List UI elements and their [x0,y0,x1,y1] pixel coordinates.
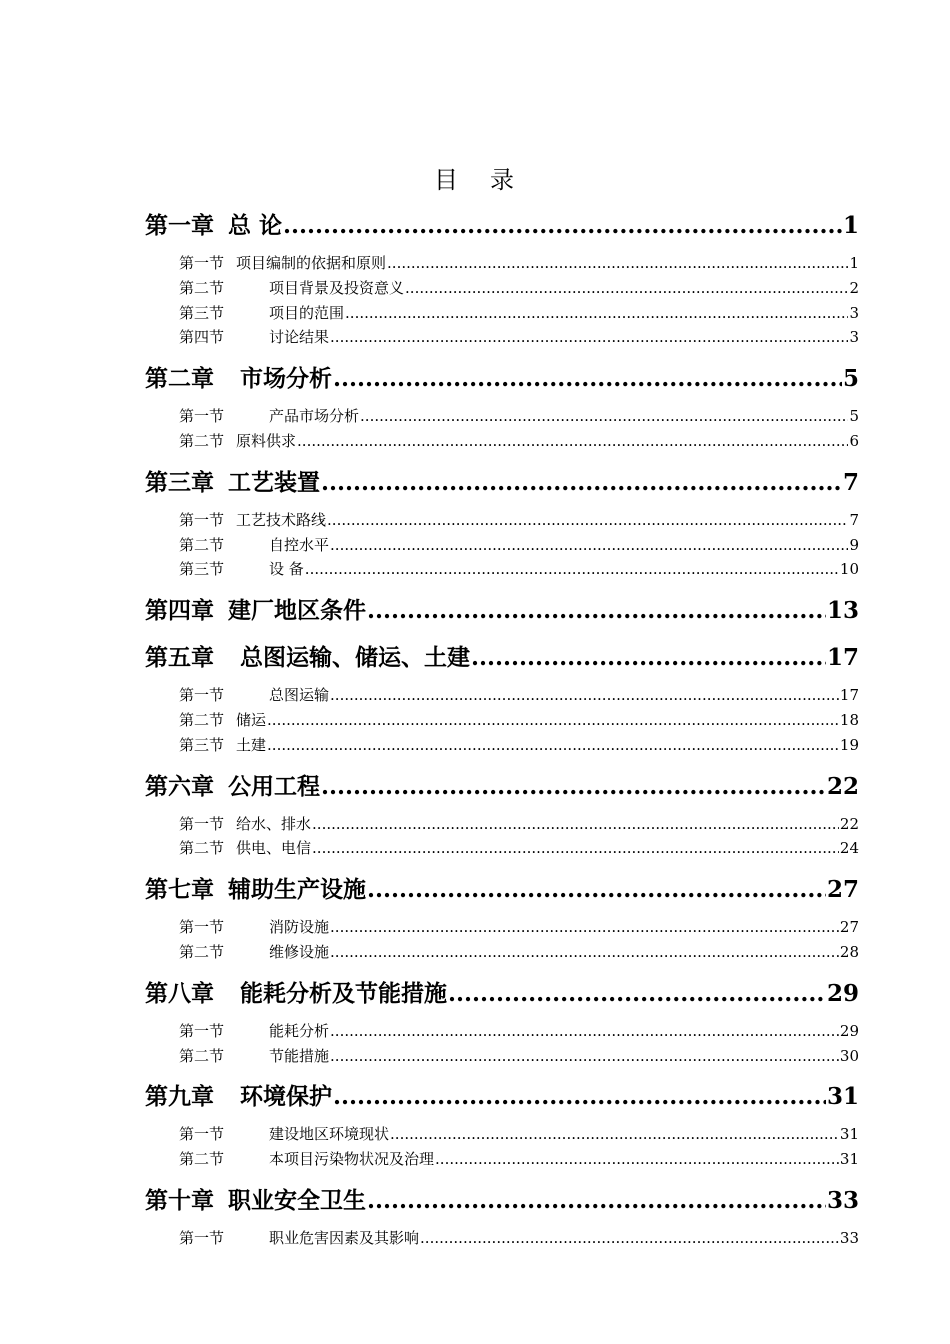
chapter-title: 职业安全卫生 [228,1186,366,1214]
section-page-number: 3 [849,303,859,322]
chapter-number: 第五章 [145,644,214,672]
chapter-entry[interactable] [145,465,859,501]
section-page-number: 31 [839,1150,859,1169]
section-page-number: 24 [839,839,859,858]
chapter-entry[interactable] [145,872,859,908]
section-page-number: 28 [839,942,859,961]
section-page-number: 27 [839,918,859,937]
dot-leader [471,640,826,676]
dot-leader [321,769,826,805]
section-page-number: 30 [839,1046,859,1065]
chapter-number: 第三章 [145,468,214,496]
section-entry[interactable] [145,276,859,301]
section-number: 第一节 [179,1228,225,1247]
section-page-number: 29 [839,1021,859,1040]
section-number: 第二节 [179,535,225,554]
section-entry[interactable] [145,812,859,837]
section-number: 第一节 [179,1125,225,1144]
section-page-number: 6 [849,431,859,450]
dot-leader [435,1147,839,1172]
section-title: 给水、排水 [236,814,312,833]
section-entry[interactable] [145,915,859,940]
section-entry[interactable] [145,508,859,533]
section-page-number: 18 [839,710,859,729]
section-entry[interactable] [145,557,859,582]
section-page-number: 17 [839,686,859,705]
section-entry[interactable] [145,404,859,429]
section-title: 节能措施 [269,1046,330,1065]
chapter-number: 第一章 [145,212,214,239]
dot-leader [330,1019,839,1044]
section-title: 项目背景及投资意义 [269,278,405,297]
section-number: 第一节 [179,1021,225,1040]
dot-leader [387,251,848,276]
section-entry[interactable] [145,251,859,276]
section-entry[interactable] [145,301,859,326]
dot-leader [333,361,842,397]
section-title: 能耗分析 [269,1021,330,1040]
dot-leader [405,276,848,301]
section-title: 自控水平 [269,535,330,554]
chapter-page-number: 29 [826,979,859,1007]
section-title: 项目的范围 [269,303,345,322]
section-number: 第二节 [179,278,225,297]
section-entry[interactable] [145,1122,859,1147]
dot-leader [267,708,839,733]
section-entry[interactable] [145,733,859,758]
chapter-number: 第七章 [145,876,214,904]
section-number: 第二节 [179,431,225,450]
dot-leader [333,1079,826,1115]
chapter-page-number: 22 [826,772,859,800]
section-number: 第二节 [179,710,225,729]
section-title: 工艺技术路线 [236,510,327,529]
section-page-number: 19 [839,735,859,754]
dot-leader [330,1044,839,1069]
dot-leader [312,836,839,861]
section-number: 第三节 [179,303,225,322]
dot-leader [330,683,839,708]
dot-leader [312,812,839,837]
chapter-page-number: 33 [826,1186,859,1214]
chapter-page-number: 13 [826,597,859,625]
section-page-number: 5 [849,407,859,426]
section-page-number: 7 [849,510,859,529]
dot-leader [330,940,839,965]
section-title: 土建 [236,735,267,754]
chapter-title: 公用工程 [228,772,320,800]
section-page-number: 1 [849,254,859,272]
section-page-number: 22 [839,814,859,833]
section-title: 维修设施 [269,942,330,961]
section-entry[interactable] [145,1226,859,1251]
section-number: 第四节 [179,328,225,347]
section-number: 第一节 [179,254,225,272]
section-title: 职业危害因素及其影响 [269,1228,420,1247]
chapter-title: 总 论 [228,212,283,239]
dot-leader [367,872,826,908]
chapter-title: 工艺装置 [228,468,320,496]
chapter-title: 建厂地区条件 [228,597,366,625]
section-number: 第二节 [179,1046,225,1065]
chapter-entry[interactable] [145,640,859,676]
dot-leader [297,429,848,454]
chapter-page-number: 5 [842,365,859,393]
section-title: 供电、电信 [236,839,312,858]
section-page-number: 9 [849,535,859,554]
dot-leader [321,465,842,501]
toc-title-char-1: 目 [434,166,460,194]
dot-leader [330,915,839,940]
dot-leader [448,976,826,1012]
chapter-page-number: 27 [826,876,859,904]
dot-leader [305,557,839,582]
chapter-page-number: 1 [842,212,859,239]
chapter-title: 能耗分析及节能措施 [240,979,447,1007]
section-page-number: 33 [839,1228,859,1247]
section-title: 建设地区环境现状 [269,1125,390,1144]
section-number: 第一节 [179,510,225,529]
section-number: 第二节 [179,839,225,858]
chapter-entry[interactable] [145,208,859,244]
section-title: 消防设施 [269,918,330,937]
section-entry[interactable] [145,683,859,708]
section-entry[interactable] [145,836,859,861]
section-title: 产品市场分析 [269,407,360,426]
section-page-number: 2 [849,278,859,297]
chapter-page-number: 7 [842,468,859,496]
section-entry[interactable] [145,1044,859,1069]
table-of-contents [145,208,859,1251]
section-number: 第一节 [179,918,225,937]
section-number: 第二节 [179,942,225,961]
section-number: 第一节 [179,407,225,426]
section-title: 储运 [236,710,267,729]
toc-title-char-2: 录 [490,166,516,194]
chapter-entry[interactable] [145,769,859,805]
dot-leader [367,1183,826,1219]
section-entry[interactable] [145,708,859,733]
chapter-number: 第十章 [145,1186,214,1214]
chapter-number: 第四章 [145,597,214,625]
dot-leader [330,325,848,350]
chapter-entry[interactable] [145,976,859,1012]
section-entry[interactable] [145,533,859,558]
section-entry[interactable] [145,940,859,965]
section-title: 本项目污染物状况及治理 [269,1150,435,1169]
chapter-title: 辅助生产设施 [228,876,366,904]
chapter-title: 总图运输、储运、土建 [240,644,470,672]
chapter-title: 环境保护 [240,1083,332,1111]
section-number: 第一节 [179,686,225,705]
chapter-page-number: 31 [826,1083,859,1111]
section-number: 第二节 [179,1150,225,1169]
section-title: 项目编制的依据和原则 [236,254,387,272]
chapter-entry[interactable] [145,361,859,397]
section-entry[interactable] [145,429,859,454]
chapter-entry[interactable] [145,1079,859,1115]
chapter-entry[interactable] [145,593,859,629]
dot-leader [267,733,839,758]
section-page-number: 3 [849,328,859,347]
section-entry[interactable] [145,325,859,350]
dot-leader [283,208,842,244]
section-title: 总图运输 [269,686,330,705]
section-page-number: 10 [839,560,859,579]
chapter-entry[interactable] [145,1183,859,1219]
section-entry[interactable] [145,1019,859,1044]
toc-title [0,160,950,195]
section-number: 第三节 [179,560,225,579]
chapter-number: 第六章 [145,772,214,800]
dot-leader [367,593,826,629]
chapter-number: 第九章 [145,1083,214,1111]
dot-leader [345,301,848,326]
dot-leader [360,404,848,429]
dot-leader [327,508,848,533]
section-entry[interactable] [145,1147,859,1172]
section-title: 原料供求 [236,431,297,450]
section-number: 第一节 [179,814,225,833]
section-title: 设 备 [269,560,304,579]
dot-leader [330,533,848,558]
chapter-title: 市场分析 [240,365,332,393]
section-title: 讨论结果 [269,328,330,347]
section-number: 第三节 [179,735,225,754]
section-page-number: 31 [839,1125,859,1144]
chapter-number: 第二章 [145,365,214,393]
chapter-number: 第八章 [145,979,214,1007]
chapter-page-number: 17 [826,644,859,672]
dot-leader [420,1226,839,1251]
dot-leader [390,1122,839,1147]
